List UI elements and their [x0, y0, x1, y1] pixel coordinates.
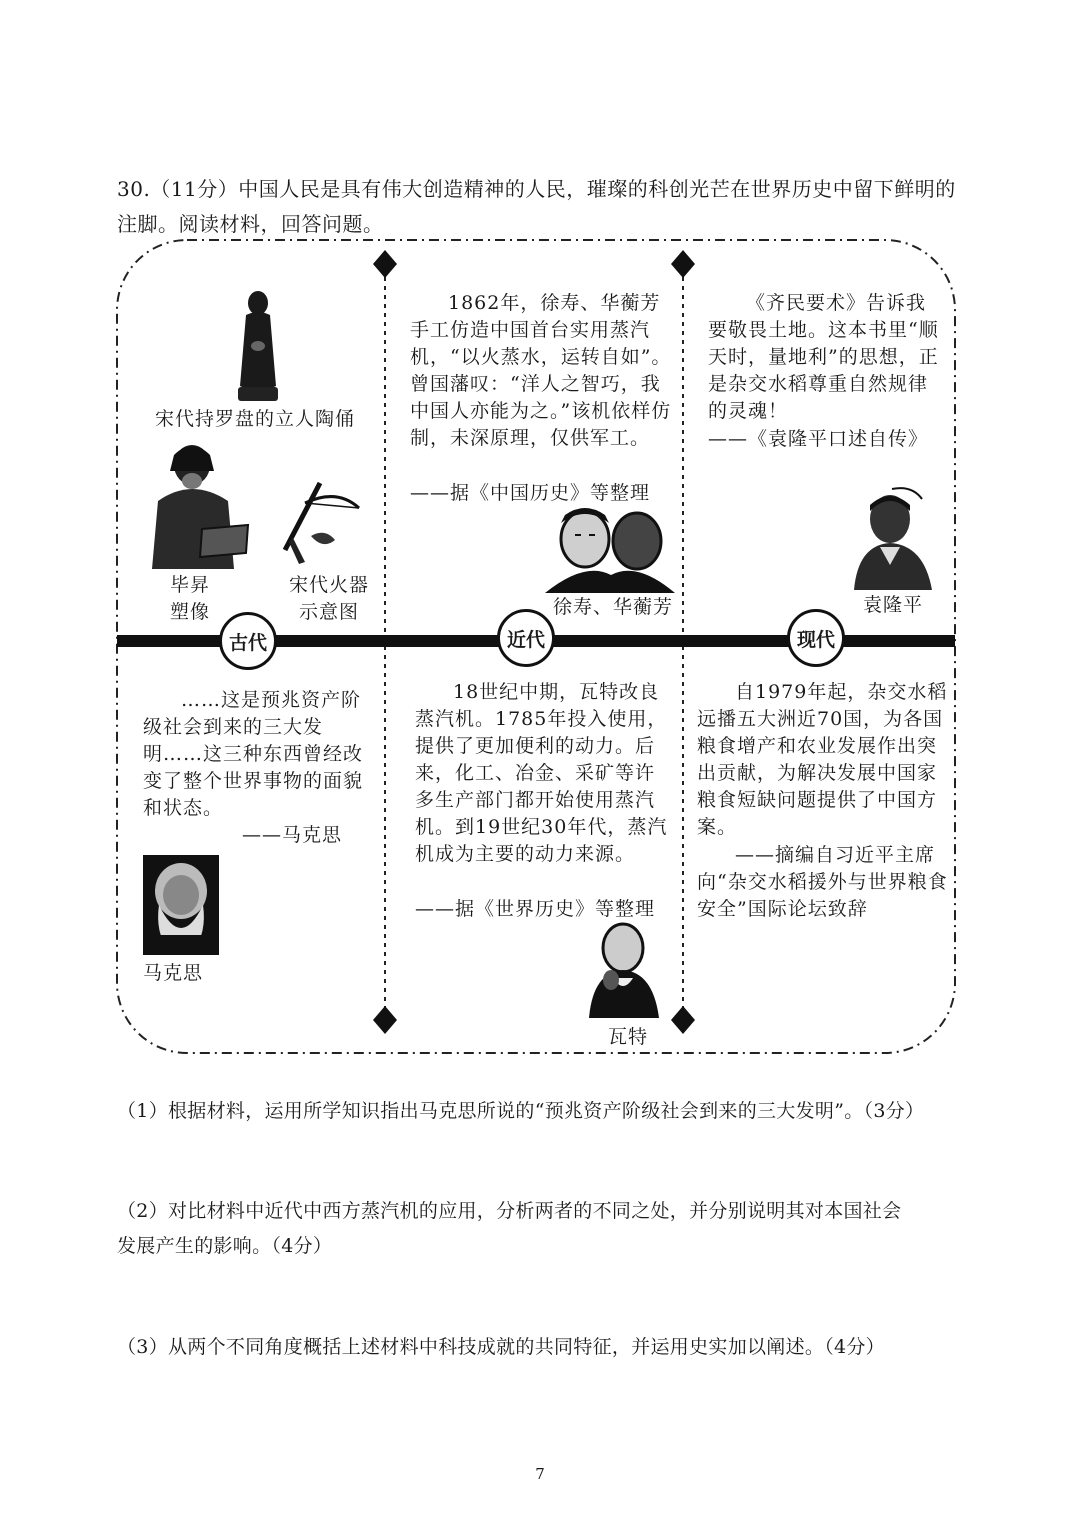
- diamond-marker: [671, 1006, 695, 1034]
- diamond-marker: [373, 250, 397, 278]
- sub-question-3: （3）从两个不同角度概括上述材料中科技成就的共同特征，并运用史实加以阐述。（4分）: [117, 1336, 885, 1358]
- watt-source: ——据《世界历史》等整理: [415, 898, 656, 920]
- caption-bisheng-1: 毕昇: [169, 574, 210, 596]
- caption-watt: 瓦特: [607, 1026, 648, 1048]
- caption-figurine: 宋代持罗盘的立人陶俑: [154, 408, 355, 430]
- xu-hua-portrait-image: [545, 505, 675, 593]
- caption-firearm-2: 示意图: [298, 601, 359, 623]
- yuan-quote: 《齐民要术》告诉我要敬畏土地。这本书里“顺天时，量地利”的思想，正是杂交水稻尊重自然规律的灵魂！: [708, 292, 939, 422]
- era-modern: 近代: [497, 609, 555, 667]
- sub-question-2-line1: （2）对比材料中近代中西方蒸汽机的应用，分析两者的不同之处，并分别说明其对本国社会: [117, 1200, 902, 1222]
- page-number: 7: [535, 1465, 545, 1483]
- watt-material: 18世纪中期，瓦特改良蒸汽机。1785年投入使用，提供了更加便利的动力。后来，化工、冶金、采矿等许多生产部门都开始使用蒸汽机。到19世纪30年代，蒸汽机成为主要的动力来源。: [415, 681, 668, 865]
- diamond-marker: [671, 250, 695, 278]
- rice-source-line1: ——摘编自习近平主席: [735, 844, 936, 866]
- question-stem-line1: 30.（11分）中国人民是具有伟大创造精神的人民，璀璨的科创光芒在世界历史中留下鲜明的: [117, 177, 956, 201]
- xu-shou-source: ——据《中国历史》等整理: [410, 482, 651, 504]
- yuan-quote-source: ——《袁隆平口述自传》: [708, 428, 929, 450]
- watt-portrait-image: [583, 918, 665, 1018]
- sub-question-2-line2: 发展产生的影响。（4分）: [117, 1235, 333, 1257]
- song-firearm-image: [275, 478, 365, 568]
- marx-quote-source: ——马克思: [242, 824, 343, 846]
- rice-source-line2: 向“杂交水稻援外与世界粮食安全”国际论坛致辞: [697, 871, 948, 920]
- question-stem-line2: 注脚。阅读材料，回答问题。: [117, 212, 384, 236]
- diamond-marker: [373, 1006, 397, 1034]
- xu-shou-material: 1862年，徐寿、华蘅芳手工仿造中国首台实用蒸汽机，“以火蒸水，运转自如”。曾国藩叹：“洋人之智巧，我中国人亦能为之。”该机依样仿制，未深原理，仅供军工。: [410, 292, 672, 449]
- era-contemporary: 现代: [787, 609, 845, 667]
- caption-xu-hua: 徐寿、华蘅芳: [552, 596, 673, 618]
- song-figurine-image: [232, 291, 284, 403]
- caption-marx: 马克思: [143, 962, 204, 984]
- bisheng-statue-image: [150, 441, 250, 571]
- caption-yuan: 袁隆平: [862, 594, 923, 616]
- marx-quote: ……这是预兆资产阶级社会到来的三大发明……这三种东西曾经改变了整个世界事物的面貌和状态。: [143, 689, 364, 819]
- yuan-longping-portrait-image: [852, 485, 934, 590]
- era-ancient: 古代: [219, 612, 277, 670]
- caption-bisheng-2: 塑像: [169, 601, 210, 623]
- marx-portrait-image: [143, 855, 219, 955]
- sub-question-1: （1）根据材料，运用所学知识指出马克思所说的“预兆资产阶级社会到来的三大发明”。（3分）: [117, 1100, 925, 1122]
- caption-firearm-1: 宋代火器: [288, 574, 369, 596]
- rice-material: 自1979年起，杂交水稻远播五大洲近70国，为各国粮食增产和农业发展作出突出贡献，为解决发展中国家粮食短缺问题提供了中国方案。: [697, 681, 948, 838]
